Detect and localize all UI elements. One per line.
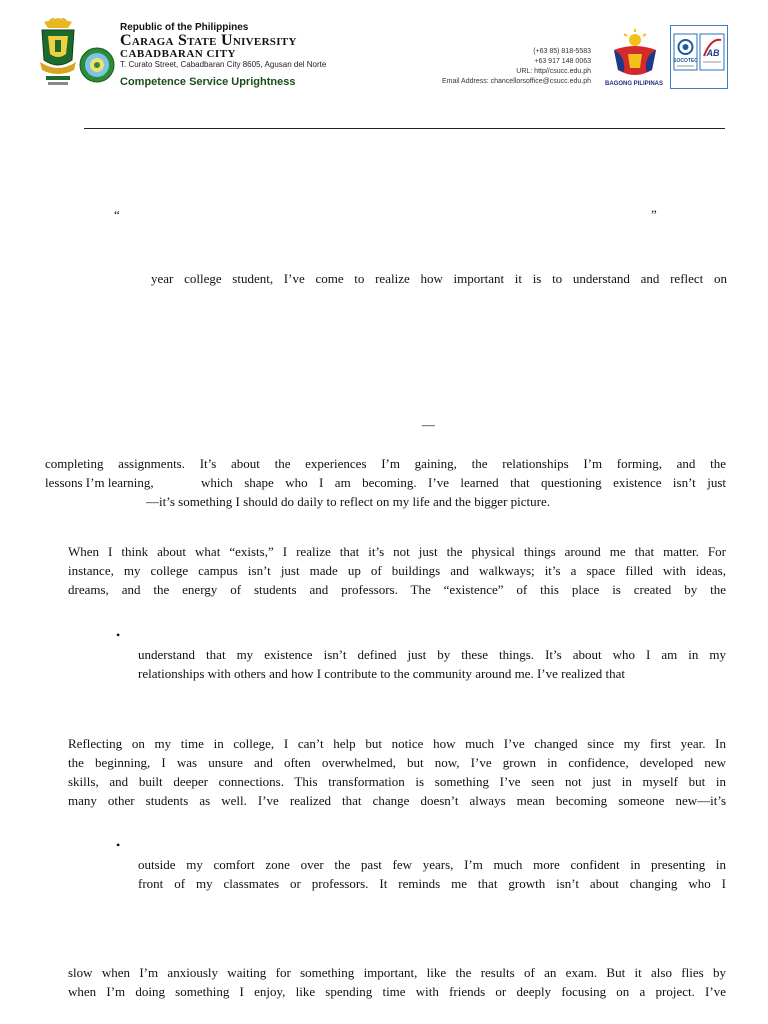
bagong-pilipinas-label: BAGONG PILIPINAS (604, 81, 663, 87)
bullet-1: • (116, 628, 121, 642)
paragraph-3-line-3: dreams, and the energy of students and professors. The “existence” of this place is created by the (68, 582, 726, 597)
contact-url: URL: http//csucc.edu.ph (516, 68, 591, 75)
certification-logos (670, 25, 728, 89)
paragraph-4-line-4: many other students as well. I’ve realized that change doesn’t always mean becoming someone new—it’s (68, 793, 726, 808)
paragraph-1-line-1: year college student, I’ve come to realize how important it is to understand and reflect on (151, 271, 727, 286)
campus-seal-logo (79, 45, 115, 85)
republic-label: Republic of the Philippines (120, 22, 249, 33)
contact-mobile: +63 917 148 0063 (534, 58, 591, 65)
paragraph-2-line-2b: which shape who I am becoming. I’ve learned that questioning existence isn’t just (201, 475, 726, 490)
paragraph-2-line-3: —it’s something I should do daily to reflect on my life and the bigger picture. (146, 494, 550, 509)
city-name: CABADBARAN CITY (120, 48, 236, 60)
paragraph-4-line-2: the beginning, I was unsure and often overwhelmed, but now, I’ve grown in confidence, developed new (68, 755, 726, 770)
bullet-2-line-1: outside my comfort zone over the past few years, I’m much more confident in presenting in (138, 857, 726, 872)
bullet-2-line-2: front of my classmates or professors. It reminds me that growth isn’t about changing who I (138, 876, 726, 891)
paragraph-5-line-2: when I’m doing something I enjoy, like spending time with friends or deeply focusing on a project. I’ve (68, 984, 726, 999)
university-motto: Competence Service Uprightness (120, 76, 296, 88)
bullet-1-line-1: understand that my existence isn’t defined just by these things. It’s about who I am in my (138, 647, 726, 662)
close-quote: ” (651, 207, 657, 222)
open-quote: “ (114, 207, 120, 222)
bullet-2: • (116, 838, 121, 852)
paragraph-4-line-1: Reflecting on my time in college, I can’t help but notice how much I’ve changed since my first year. In (68, 736, 726, 751)
paragraph-5-line-1: slow when I’m anxiously waiting for something important, like the results of an exam. But it also flies by (68, 965, 726, 980)
paragraph-4-line-3: skills, and built deeper connections. This transformation is something I’ve seen not just in myself but in (68, 774, 726, 789)
iab-text: AB (706, 48, 720, 58)
university-seal-logo (38, 18, 78, 88)
university-address: T. Curato Street, Cabadbaran City 8605, Agusan del Norte (120, 60, 327, 69)
university-name: Caraga State University (120, 32, 297, 49)
contact-phone: (+63 85) 818-5583 (533, 48, 591, 55)
contact-email: Email Address: chancellorsoffice@csucc.edu.ph (442, 78, 591, 85)
paragraph-3-line-1: When I think about what “exists,” I realize that it’s not just the physical things around me that matter. For (68, 544, 726, 559)
socotec-text: SOCOTEC (673, 58, 698, 64)
paragraph-2-line-1: completing assignments. It’s about the experiences I’m gaining, the relationships I’m forming, and the (45, 456, 726, 471)
paragraph-3-line-2: instance, my college campus isn’t just made up of buildings and walkways; it’s a space filled with ideas, (68, 563, 726, 578)
paragraph-2-line-2a: lessons I’m learning, (45, 475, 154, 490)
header-divider (84, 128, 725, 129)
contact-block (442, 47, 591, 87)
bullet-1-line-2: relationships with others and how I contribute to the community around me. I’ve realized that (138, 666, 626, 681)
em-dash: — (422, 417, 435, 432)
